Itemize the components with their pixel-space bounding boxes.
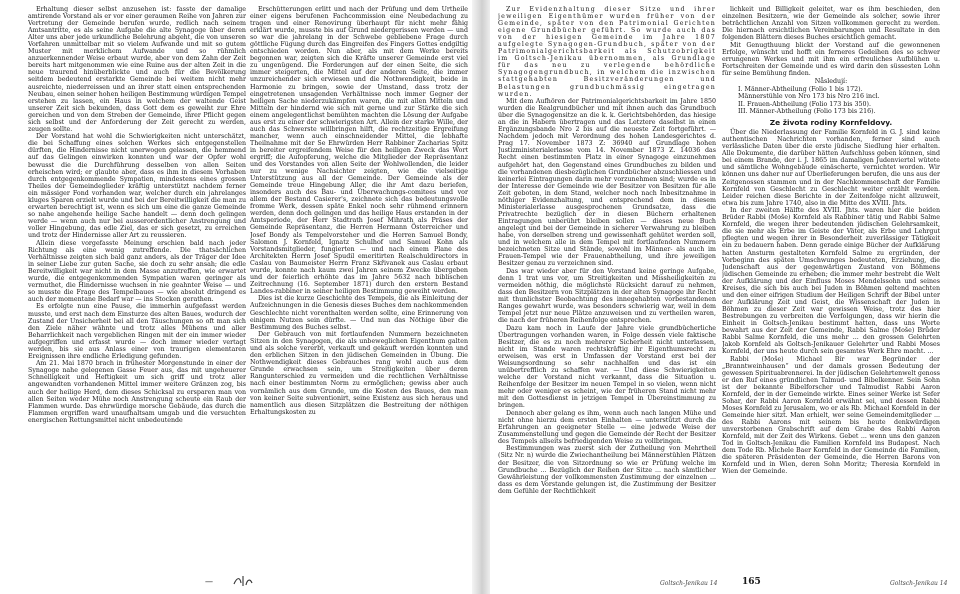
right-page-column-1 bbox=[498, 6, 716, 574]
paragraph: Dazu kam noch in Laufe der Jahre viele grundbücherliche Übertragungen vorhanden waren, in Folge dessen viele faktische Besitzer, die es zu noch mehrerer Sicherheit nicht unterlassen, nicht im Stande waren rechtskräftig ihr Eigenthumsrecht zu erweisen, was erst in Umfassen der Vorstand erst bei der Weisungsordnung so sehr nachhalfen und das ist ein unübertrefflich zu schaffen war. — Und diese Schwierigkeiten welche der Vorstand nicht verkannt, dass die Situation u. Reihenfolge der Besitzer im neuen Tempel in so vielen, wenn nicht mehr oder weniger es scheint, wie der früheren Stand nicht mehr mit den Gottesdienst in jetzigen Tempel in Übereinstimmung zu bringen. bbox=[498, 324, 716, 410]
left-page-column-1 bbox=[28, 6, 246, 574]
paragraph: Bestimmungen was zuerst sich der Zutheilung von Mehrtheil (Sitz Nr. n) wurde die Zwiechantheilung bei Männerstühlen Plätzen der Besitzer, die von Sitzordnung so wie er Prüfung welche im Grundbuche ... Bezüglich der Reihen der Sitze ... nach sämtlicher Gewährleistung der vollkommensten Zustimmung der einzelnen ... dass es dem Vorstande gelungen ist, die Zustimmung der Besitzer dem Gefühle der Rechtlichkeit bbox=[498, 445, 716, 495]
page-number: 165 bbox=[742, 577, 761, 587]
running-footer: Goltsch-Jenikau 14 bbox=[660, 580, 718, 587]
paragraph: Der Vorstand hat wohl die Schwierigkeiten nicht unterschätzt, die bei Schaffung eines solchen Werkes sich entgegenstellen dürften, die Hindernisse nicht unerwogen gelassen, die hemmend auf das Gelingen einwirken konnten und war der Opfer wohl bewusst die die Durchführung desselben von allen Seiten erheischen wird; er glaubte aber, dass es ihm in diesem Vorhaben durch entgegenkommende Sympatien, mindestens eines grossen Theiles der Gemeindeglieder kräftig unterstützt nachdem ferner ein mässiger Fond vorhanden war, welcher durch ein jahrelanges kluges Sparen erzielt wurde und bei der Bereitwilligkeit die man zu erwarten berechtigt ist, wenn es sich um eine die ganze Gemeinde so nahe angehende heilige Sache handelt — denn doch gelingen werde — wenn auch nur bei ausserordentlicher Anstrengung und voller Hingebung, das edle Ziel, das er sich gesetzt, zu erreichen und trotz der Hindernisse aller Art zu reussieren. bbox=[28, 133, 246, 239]
contents-title: Nåsledují: bbox=[814, 77, 848, 85]
paragraph: Erhaltung dieser selbst anzusehen ist: fasste der damalige amtirende Vorstand als er vor einer geraumen Reihe von Jahren zur Vertretung der Gemeinde berufen wurde, redlich nach seinem Amtsantritte, es als seine Aufgabe die alte Synagoge über deren Alter uns aber jede urkundliche Belehrung abgeht, die von unseren Vorfahren unmittelbar mit so vielem Aufwande und mit so gutem Muster mit merklichem Aufwande und so rühmlich anzuerkennender Weise erbaut wurde, aber von dem Zahn der Zeit bereits hart mitgenommen wie eine Ruine aus der alten Zeit in die neue traurend hinüberblickte und auch für die Bevölkerung seitdem bedeutend erstarkte Gemeinde bei weitem nicht mehr ausreichte, niederreissen und an ihrer statt einen entsprechenden Neubau, einen seiner hohen heiligen Bestimmung würdigen Tempel erstehen zu lassen, ein Haus in welchem der waltende Geist unserer Zeit sich bekunden, dass Gott dem es geweiht zur Ehre gereichen und von dem Streben der Gemeinde, ihrer Pflicht gegen sich selbst und der Anforderung der Zeit gerecht zu werden, zeugen sollte. bbox=[28, 6, 246, 133]
contents-item: Männerstühle von Nro 173 bis Nro 216 incl. bbox=[738, 93, 880, 101]
paragraph: Am 21. Mai 1870 brach in frühester Morgenstunde in einer der Synagoge nahe gelegenen Gasse Feuer aus, das mit ungeheuerer Schnelligkeit und Heftigkeit um sich griff und trotz aller angewandten vorhandenen Mittel immer weitere Gränzen zog, bis auch der heilige Herd, dem dieses Schicksal zu ersparen man von allen Seiten weder Mühe noch Anstrengung scheute ein Raub der Flammen wurde. Das ehrwürdige morsche Gebäude, das durch die Flammen ergriffen ward unaufhaltsam umgab und die versuchten energischen Rettungsmittel nicht unbedeutende bbox=[28, 360, 246, 424]
paragraph: Das war wieder aber für den Vorstand keine geringe Aufgabe, denn 1 trat uns vor, um Streitigkeiten und Missheiligkeiten zu vermeiden nöthig, die möglichste Rücksicht darauf zu nehmen, dass den Besitzern von Sitzplätzen in der alten Synagoge ihr Recht mit thunlichster Beobachtung des innegehabten vorbestandenen Ranges gewahrt wurde, was besonders schwierig war, weil in dem Tempel jetzt nur neue Plätze anzuweisen und zu vertheilen waren, die nach der früheren Reihenfolge entsprechen. bbox=[498, 267, 716, 325]
paragraph: Dennoch aber gelang es ihm, wenn auch nach langen Mühe und nicht ohne hierzu dem ersten Einhalten — unterstützt durch die Erfahrungen an geeigneter Stelle — eine jedwede Weise der Zusammenstellung und gegen die Gemeinde der Recht der Besitzer des Tempels allseits befriedigenden Weise zu vollbringen. bbox=[498, 409, 716, 445]
running-footer-right: Goltsch-Jenikau 14 bbox=[890, 580, 948, 587]
right-page bbox=[490, 0, 960, 594]
paragraph: Mit Genugthuung blickt der Vorstand auf die gewonnenen Erfolge, wünscht und hofft ein ferneres Gedeihen des so schwer errungenen Werkes und mit ihm ein erfreuliches Aufblühen u. Fortschreiten der Gemeinde und es wird darin den süssesten Lohn für seine Bemühung finden. bbox=[722, 41, 940, 77]
book-gutter bbox=[472, 0, 490, 594]
handwritten-note: — bbox=[205, 577, 213, 586]
left-page-column-2 bbox=[250, 6, 468, 574]
contents-item: I. Männer-Abtheilung (Folio 1 bis 172). bbox=[738, 85, 863, 93]
paragraph: Allein diese vorgefasste Meinung erschien bald nach jeder Richtung als eine wenig zutreffende. Die thatsächlichen Verhältnisse zeigten sich bald ganz anders, als der Träger der Idee in seiner Liebe zur guten Sache, sie doch zu sehr ansah; die edle Bereitwilligkeit war nicht in dem Masse anzutreffen, wie erwartet wurde, die entgegenkommenden Sympatien waren geringer als vermuthet, die Hindernisse wuchsen in nie geahnter Weise — und so musste die Frage des Tempelbaues — wie absolut dringend es auch der momentane Bedarf war — ins Stocken gerathen. bbox=[28, 239, 246, 303]
paragraph: Mit dem Aufhören der Patrimonialgerichtsbarkeit im Jahre 1850 wurden die Realgrundbücher und mit ihnen auch das Grundbuch über die Synagogensitze an die k. k. Gerichtsbehörden, das hiesige an die in Habern übertragen und das Letztere daselbst in einen Ergänzungsbande Nro 2 bis auf die neueste Zeit fortgeführt. — Nachdem jedoch mit Verordnung des hohen Landesgerichtes d. Prag 17. November 1873 Z: 36940 auf Grundlage hohen Justizministerialerlasse vom 14. November 1873 Z. 14036 das Recht einen bestimmten Platz in einer Synagoge einzunehmen aufgehört hat, den Gegenstand eines Grundbuches zu bilden und die vorhandenen diesbezüglichen Grundbücher abzuschliessen und keinerlei Eintragungen darin mehr vorzunehmen sind; wurde es in der Interesse der Gemeinde wie der Besitzer von Besitzen für alle Zeit geboten, in dem Stand, welcher noch nach Inbesitznahme in nöthiger Evidenzhaltung, und entsprechend dem in diesem Ministerialerlasse ausgesprochenen Grundsatze, dass die Privatrechte bezüglich der in diesen Büchern erhaltenen Eintragungen unberührt bleiben sollen — dieses neue Buch angelegt und bei der Gemeinde in sicherer Verwahrung zu bleiben habe, von derselben streng und gewissenhaft gehütet werden soll, und in welchem alle in dem Tempel mit fortlaufenden Nummern bezeichneten Sitze und Stände, sowohl im Männer- als auch im Frauen-Tempel wie der Frauenabtheilung, und ihre jeweiligen Besitzer genau zu verzeichnen sind. bbox=[498, 98, 716, 268]
paragraph: Dies ist die kurze Geschichte des Tempels, die als Einleitung der Aufzeichnungen in die Genesis dieses Buches dem nachkommenden Geschlechte nicht vorenthalten werden sollte, eine Erinnerung von einigem Nutzen sein dürfte. — Und nun das Nöthige über die Bestimmung des Buches selbst. bbox=[250, 295, 468, 331]
paragraph: Der Gebrauch von mit fortlaufenden Nummern bezeichneten Sitzen in den Synagogen, die als unbeweglichen Eigenthum galten und als solche vererbt, verkauft und gekauft werden konnten und den erblichen Sitzen in den jüdischen Gemeinden in Übung. Die Nothwendigkeit dieses Gebrauches rang wohl auch aus dem Grunde erwachsen sein, um Streitigkeiten über deren Rangunterschied zu vermeiden und die rechtlichen Verhältnisse nach einer bestimmten Norm zu ermöglichen; gewiss aber auch vornämlich aus dem Grunde, um die Kosten des Baues, den man von keiner Seite subventionirt, seine Existenz aus sich heraus und namentlich aus diesen Sitzplätzen die Bestreitung der nöthigen Erhaltungskosten zu bbox=[250, 331, 468, 416]
paragraph: Über die Niederlassung der Familie Kornfeld in G. J. sind keine authentischen Nachrichten vorhanden, ferner sind auch verlässliche Daten über die erste jüdische Siedlung hier erhalten. Alle Dokumente, die darüber hätten Aufschluss geben können, sind bei einem Brande, der i. J. 1865 im damaligen Judenviertel wütete und sämtliche Wohngebäude einäscherte, vernichtet worden. Wir können uns daher nur auf Überlieferungen berufen, die uns aus der Zeitgenossen stammen und in der Nachkommenschaft der Familie Kornfeld von Geschlecht zu Geschlecht weiter erzählt werden. Leider reichen diese Berichte in der Zeitenfolge nicht allzuweit, etwa bis zum Jahre 1740, also in die Mitte des XVIII. Jhts. bbox=[722, 129, 940, 207]
contents-item: III. Männer-Abtheilung (Folio 173 bis 216). bbox=[738, 108, 876, 116]
paragraph: Rabbi (Moše) Michael Bír war Begründer der „Branntweinhausen“ und der damals grossen Bedeutung der gewessen Spirituabrennerei. In der jüdischen Gelehrtenwelt genoss er den Ruf eines gründlichen Talmud- und Bibelkenner. Sein Sohn ist der bekannte Bibelforscher und Talmudist Rabbi Aaron Kornfeld, der in der Gemeinde wirkte. Eines seiner Werke ist Sefer Sohar, der Rabbi Aaron Kornfeld erwähnt sei, und dessen Rabbi Moses Kornfeld zu Jerusalem, wo er als Rb. Michael Kornfeld in der Gemeinde hier sitzt. Man erhielt, wer seine Gemeindemitglieder ... des Rabbi Aarons mit seinem bis heute denkwürdigen unverstorbenen Grabschrift auf dem Grabe des Rabbi Aaron Kornfeld, mit der Zeit des Wirkens. Gebet ... wenn uns den ganzen Tod in Goltsch-Jenikau die Familien Kornfeld ins Budapest. Nach dem Tode Rb. Michele Baer Kornfeld in der Gemeinde die Familien, die späteren Präsidenten der Gemeinde, die Herren Barons von Kornfeld und in Wien, deren Sohn Moritz; Theresia Kornfeld in Wien der Gemeinde. bbox=[722, 355, 940, 476]
paragraph: lichkeit und Billigkeit geleitet, war es ihm beschieden, den einzelnen Besitzern, wie der Gemeinde als solcher, sowie ihrer beträchtlichen Anzahl von Sitzen vollkommen gerecht zu werden. Die hiernach ersichtlichen Vereinbarungen und Resultate in den folgenden Blättern dieses Buches ersichtlich gemacht. bbox=[722, 6, 940, 42]
paragraph: In der zweiten Hälfte des XVIII. Jhts. waren hier die beiden Brüder Rabbi (Moše) Kornfeld als Rabbiner tätig und Rabbi Salme Kornfeld, die wegen ihrer bedeutenden jüdischen Gelehrsamkeit, die sie mehr als Erbe im Geiste der Väter, als Erbe und Lehrgut pflegten und wegen ihrer in Besonderheit zuverlässiger Tätigkeit ein zu bedauern haben. Denn gerade einige Bücher der Aufklärung hatten Ansturm gestalteten Kornfeld Salme zu ergründen, der Vorbeginn des späten Umschwunges bedeuteten, Erziehung, die Judenschaft aus der gegenwärtigen Zustand von Böhmens jüdischen Gemeinde zu erheben; die immer mehr bestrebt die Welt der Aufklärung und der Einfluss Moses Mendelssohn und seines Kreises, die sich bis auch bei Juden in Böhmen geltend machten und den einer eifrigen Studium der Heiligen Schrift der Bibel unter der Aufklärung Zeit und Geist, die Wissenschaft der Juden in Böhmen zu dieser Zeit war gewissen Weise, trotz des hier Bestrebungen zu verbreiten die Verfolgungen, dass wir hierin die Einheit in Goltsch-Jenikau bestimmt hatten, dass uns Worte bewahrt aus der Zeit der Gemeinde, Rabbi Salme (Moše) Brůder Rabbi Salme Kornfeld, die uns mehr ... den grossen Gelehrten Jakob Kornfeld als Goltsch-Jenikauer Gelehrter und Rabbi Moses Kornfeld, der uns heute durch sein gesamtes Werk Ehre macht. ... bbox=[722, 207, 940, 356]
handwritten-page-mark-icon bbox=[232, 574, 254, 588]
paragraph: Erschütterungen erlitt und nach der Prüfung und dem Urtheile einer eigens berufenen Fachcommission eine Neubedachung zu tragen und einer Renovirung überhaupt für nicht mehr fähig erklärt wurde, musste bis auf Grund niedergerissen werden — und so war die jahrelang in der Schwebe gebliebene Frage durch göttliche Fügung durch das Eingreifen des Fingers Gottes endgiltig entschieden worden. Nun aber, als mit dem Werke bereits begonnen war, zeigten sich die Kräfte unserer Gemeinde erst viel zu ungenügend. Die Forderungen auf der einen Seite, die sich immer steigerten, die Mittel auf der anderen Seite, die immer unzureichender sich erwiesen und die Nothwendigkeit, beide in Harmonie zu bringen, sowie der Umstand, dass trotz der eingetretenen unsagenden Verhältnisse noch immer Gegner der heiligen Sache niederzukämpfen waren, die mit allen Mitteln und Mitteln der hindernd wie sich mit gerne und zur Stärke die sich einem angelegentlichst bemühten machten die Lösung der Aufgabe aus erst zu einer der schwierigsten Art. Allein der starke Wille, der auch das Schwerste willbringen hilft, die rechtzeitige Ergreifung mancher, wenn auch einschneidender Mittel, die lebhafte Theilnahme mit der Se Ehrwürden Herr Rabbiner Zacharias Spitz in bereiter ergreifendem Weise für den heiligen Zweck das Wort ergriff; die Aufopferung, welche die Mitglieder der Repräsentanz und des Vorstandes von allen Seite der Wohlwollenden, die leider nur zu wenige Nachsichter zeigten, wie die vielseitige Unterstützung aus all der Gemeinde. Der Gemeinde als der Gemeinde treue Hingebung Aller, die ihr Amt dazu beriefen, insonders auch des Bau- und Überwachungs-comitees und vor allem der Bestand Casierer's, zeichnete sich das bedeutungsvolle fromme Werk, dessen späte Enkel noch sehr rühmend erinnern werden, denn doch gelingen und das heilige Haus erstanden in der Amtsperiode, der Herr Stadtrath Josef Mihrath als Präses der Gemeinde Repräsentanz, die Herren Hermann Österreicher und Josef Bondy als Tempelvorsteher und die Herren Samuel Bondy, Salomon J. Kornfeld, Ignatz Schulhof und Samuel Kohn als Vorstandsmitglieder, fungierten — und nach einem Plane des Architekten Herrn Josef Spudil emeritirten Realschuldirectors in Caslau von Baumeister Herrn Franz Skřivanek aus Caslau erbaut wurde, konnte nach kaum zwei Jahren seinem Zwecke übergeben und der feierlich erhöhte das im Jahre 5632 nach biblischen Zeitrechnung (16. September 1871) durch den erstern Bestand Landes-rabbiner in seiner heiligen Bestimmung geweiht werden. bbox=[250, 6, 468, 295]
contents-item: II. Frauen-Abtheilung (Folio 173 bis 350). bbox=[738, 100, 872, 108]
section-heading: Ze života rodiny Kornfeldovy. bbox=[769, 118, 893, 128]
left-page bbox=[0, 0, 472, 594]
paragraph: Es erfolgte nun eine Pause, die immerhin aufgefasst werden musste, und erst nach dem Einsturze des alten Baues, wodurch der Zustand der Unsicherheit bei all den Täuschungen so oft man sich den Ziele näher wähnte und trotz alles Mühens und aller Beharrlichkeit nach vergeblichen Ringen mit der ein immer wieder aufgegriffen und erfasst wurde — doch immer wieder vertagt werden, bis sie aus Anlass einer von traurigen elementaren Ereignissen ihre endliche Erledigung gefunden. bbox=[28, 303, 246, 360]
paragraph: Zur Evidenzhaltung dieser Sitze und ihrer jeweiligen Eigenthümer wurden früher von der Gemeinde, später von den Patrimonial Gerichten eigene Grundbücher geführt. So wurde auch das von der hiesigen Gemeinde im Jahre 1807 aufgelegte Synagogen-Grundbuch, später von der Patrimonialgerichtsbarkeit als Schutzobrigkeit im Goltsch-Jenikau übernommen, als Grundlage für das neu zu verlegende behördliche Synagogengrundbuch, in welchem die inzwischen stattgehabten Besitzveränderungen und Belastungen grundbuchmässig eingetragen wurden. bbox=[498, 6, 716, 98]
right-page-column-2 bbox=[722, 6, 940, 574]
